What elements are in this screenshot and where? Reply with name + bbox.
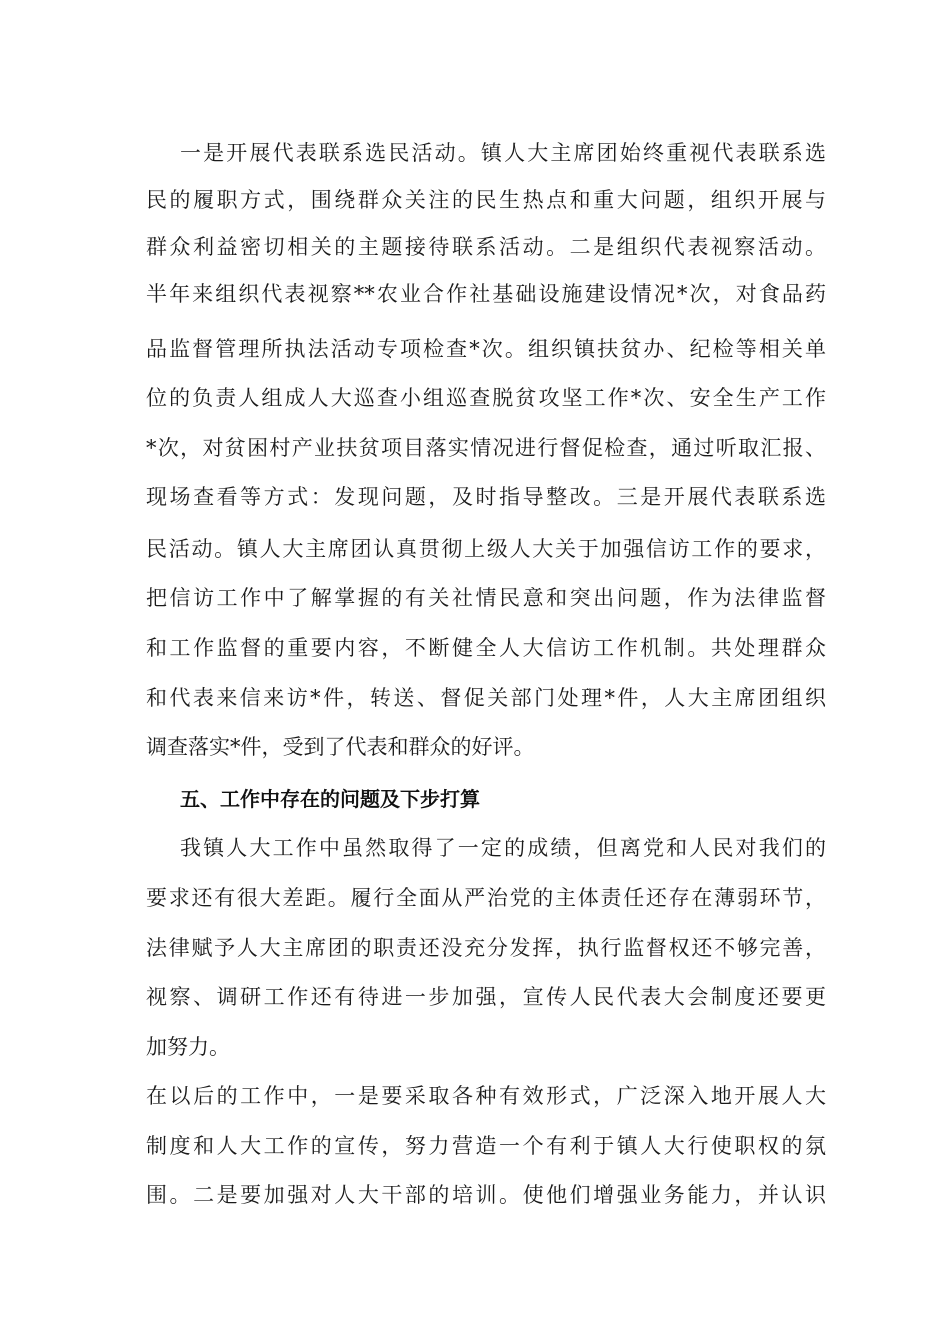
text-line: 加努力。	[146, 1035, 230, 1059]
text-line: 围。二是要加强对人大干部的培训。使他们增强业务能力，并认识	[146, 1183, 826, 1207]
text-line: 民活动。镇人大主席团认真贯彻上级人大关于加强信访工作的要求，	[146, 537, 826, 561]
section-heading: 五、工作中存在的问题及下步打算	[180, 787, 480, 811]
text-line: 和代表来信来访*件，转送、督促关部门处理*件，人大主席团组织	[146, 686, 826, 710]
text-line: 品监督管理所执法活动专项检查*次。组织镇扶贫办、纪检等相关单	[146, 337, 826, 361]
text-line: 现场查看等方式：发现问题，及时指导整改。三是开展代表联系选	[146, 485, 826, 509]
text-line: 制度和人大工作的宣传，努力营造一个有利于镇人大行使职权的氛	[146, 1134, 826, 1158]
text-line: 调查落实*件，受到了代表和群众的好评。	[146, 735, 535, 759]
text-line: 位的负责人组成人大巡查小组巡查脱贫攻坚工作*次、安全生产工作	[146, 386, 826, 410]
text-line: 法律赋予人大主席团的职责还没充分发挥，执行监督权还不够完善，	[146, 936, 826, 960]
text-line: 视察、调研工作还有待进一步加强，宣传人民代表大会制度还要更	[146, 985, 826, 1009]
text-line: 要求还有很大差距。履行全面从严治党的主体责任还存在薄弱环节，	[146, 886, 826, 910]
text-line: 民的履职方式，围绕群众关注的民生热点和重大问题，组织开展与	[146, 188, 826, 212]
text-line: 我镇人大工作中虽然取得了一定的成绩，但离党和人民对我们的	[180, 836, 826, 860]
text-line: 和工作监督的重要内容，不断健全人大信访工作机制。共处理群众	[146, 636, 826, 660]
text-line: 在以后的工作中，一是要采取各种有效形式，广泛深入地开展人大	[146, 1084, 826, 1108]
text-line: 把信访工作中了解掌握的有关社情民意和突出问题，作为法律监督	[146, 586, 826, 610]
text-line: 群众利益密切相关的主题接待联系活动。二是组织代表视察活动。	[146, 235, 826, 259]
text-line: 半年来组织代表视察**农业合作社基础设施建设情况*次，对食品药	[146, 282, 826, 306]
text-line: *次，对贫困村产业扶贫项目落实情况进行督促检查，通过听取汇报、	[146, 436, 826, 460]
text-line: 一是开展代表联系选民活动。镇人大主席团始终重视代表联系选	[180, 141, 826, 165]
